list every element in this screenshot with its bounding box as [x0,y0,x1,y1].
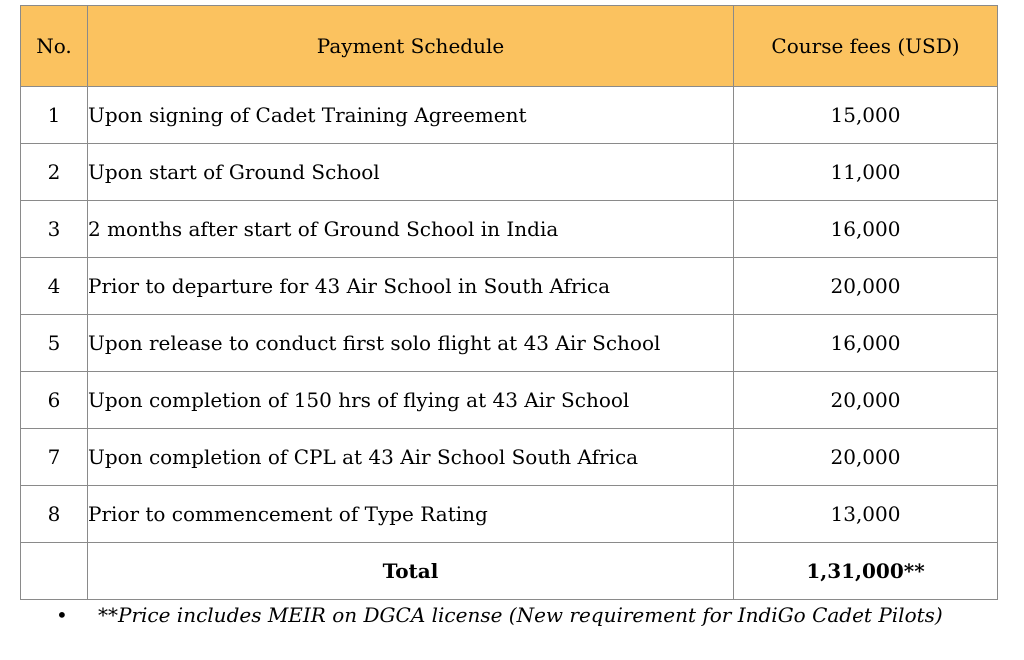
table-row [21,201,998,258]
total-empty-cell [21,543,88,600]
row-schedule: Upon release to conduct first solo flight at 43 Air School [88,315,734,372]
row-fee: 11,000 [734,144,998,201]
total-label: Total [88,543,734,600]
row-number: 4 [21,258,88,315]
row-number: 5 [21,315,88,372]
header-course-fees: Course fees (USD) [734,6,998,87]
table-row [21,144,998,201]
row-fee: 16,000 [734,201,998,258]
header-payment-schedule: Payment Schedule [88,6,734,87]
total-value: 1,31,000** [734,543,998,600]
table-row [21,486,998,543]
table-row [21,87,998,144]
row-schedule: Upon completion of CPL at 43 Air School South Africa [88,429,734,486]
row-number: 1 [21,87,88,144]
row-schedule: Prior to commencement of Type Rating [88,486,734,543]
payment-schedule-table [20,5,998,600]
row-schedule: Upon signing of Cadet Training Agreement [88,87,734,144]
table-row [21,258,998,315]
row-fee: 15,000 [734,87,998,144]
table-row [21,315,998,372]
row-number: 7 [21,429,88,486]
row-number: 8 [21,486,88,543]
row-number: 2 [21,144,88,201]
row-schedule: 2 months after start of Ground School in India [88,201,734,258]
row-number: 6 [21,372,88,429]
table-row [21,429,998,486]
row-fee: 20,000 [734,372,998,429]
bullet-icon: • [56,603,68,627]
header-no: No. [21,6,88,87]
price-note [56,603,943,627]
row-schedule: Prior to departure for 43 Air School in South Africa [88,258,734,315]
row-fee: 20,000 [734,258,998,315]
row-number: 3 [21,201,88,258]
table-header-row [21,6,998,87]
row-fee: 16,000 [734,315,998,372]
row-fee: 13,000 [734,486,998,543]
price-note-text: **Price includes MEIR on DGCA license (New requirement for IndiGo Cadet Pilots) [98,603,943,627]
row-schedule: Upon start of Ground School [88,144,734,201]
table-row [21,372,998,429]
total-row [21,543,998,600]
row-fee: 20,000 [734,429,998,486]
row-schedule: Upon completion of 150 hrs of flying at 43 Air School [88,372,734,429]
